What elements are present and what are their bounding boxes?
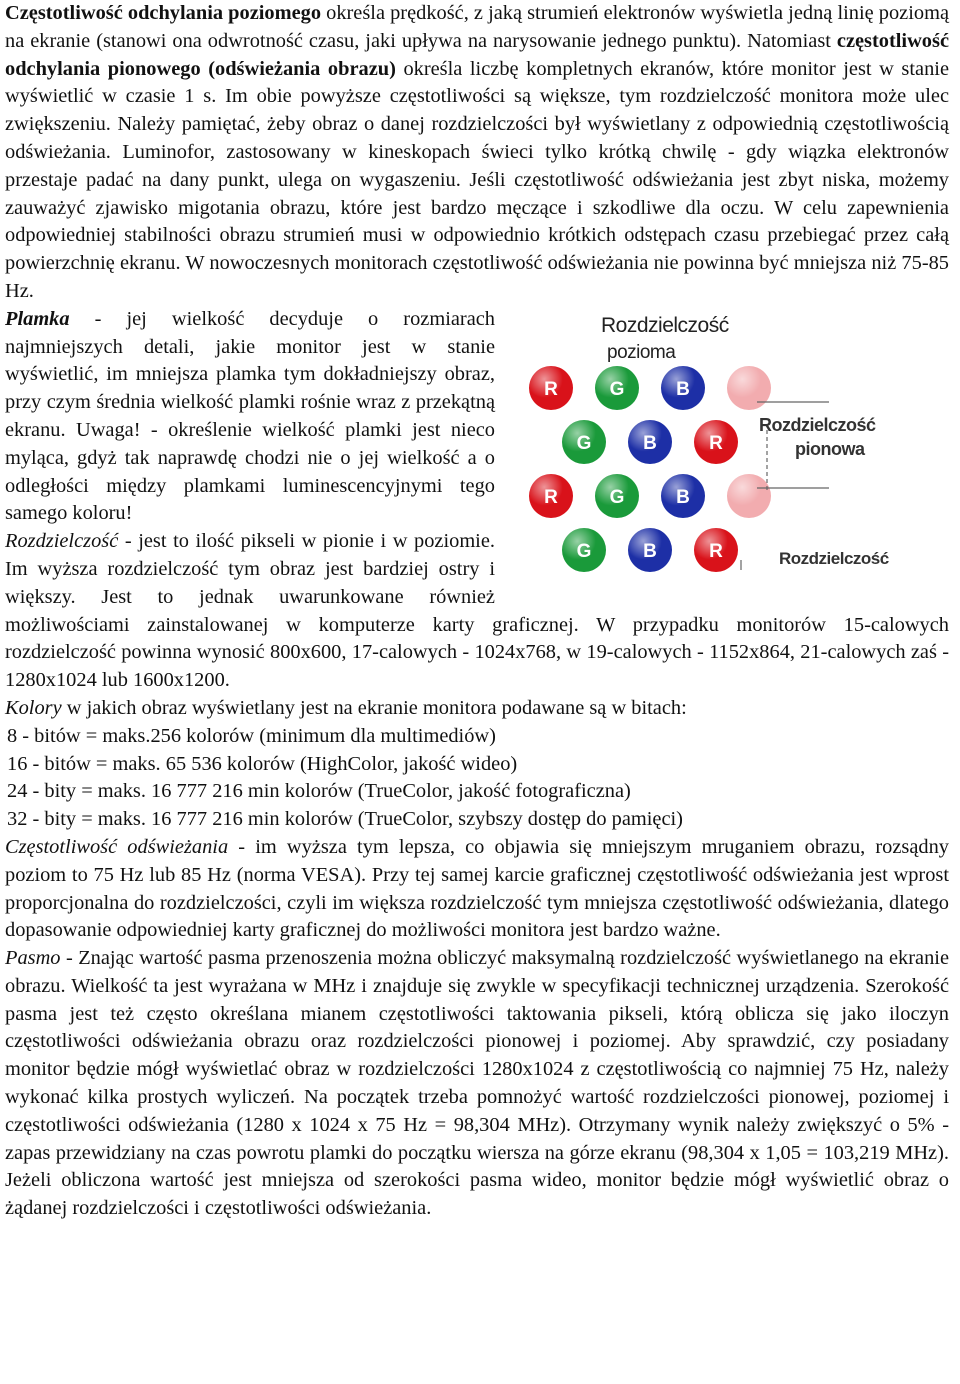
phosphor-dot-g xyxy=(595,474,639,518)
svg-text:B: B xyxy=(643,432,657,454)
term-kolory: Kolory xyxy=(5,696,62,719)
paragraph-kolory xyxy=(5,695,949,723)
phosphor-dots-graphic xyxy=(509,312,959,582)
phosphor-dot-r xyxy=(694,528,738,572)
svg-text:R: R xyxy=(544,378,558,400)
paragraph-odswiezanie xyxy=(5,834,949,945)
phosphor-dot-b xyxy=(661,366,705,410)
term-pasmo: Pasmo xyxy=(5,947,61,970)
label-vertical-resolution-2: pionowa xyxy=(795,438,865,459)
text-kolory: w jakich obraz wyświetlany jest na ekranie monitora podawane są w bitach: xyxy=(61,696,687,719)
label-horizontal-resolution-1: Rozdzielczość xyxy=(601,313,729,337)
term-odchylanie-poziome: Częstotliwość odchylania poziomego xyxy=(5,2,322,24)
document-body xyxy=(5,0,949,1223)
svg-text:R: R xyxy=(709,432,723,454)
text-odswiezanie: - im wyższa tym lepsza, co objawia się mniejszym mruganiem obrazu, rozsądny poziom to 75 Hz lub 85 Hz (norma VESA). Przy tej samej karcie graficznej częstotliwość odświeżania jest wprost proporcjonalna do rozdzielczości, czyli im większa rozdzielczość tym mniejsza częstotliwość odświeżania, dlatego dopasowanie odpowiedniej karty graficznej do możliwości monitora jest bardzo ważne. xyxy=(5,835,949,942)
paragraph-odchylanie xyxy=(5,0,949,306)
paragraph-pasmo xyxy=(5,945,949,1223)
label-horizontal-resolution-2: pozioma xyxy=(607,341,676,363)
term-odchylanie-pionowe: częstotliwość odchylania pionowego (odświeżania obrazu) xyxy=(5,29,949,80)
svg-text:R: R xyxy=(709,540,723,562)
color-depth-line: 16 - bitów = maks. 65 536 kolorów (HighColor, jakość wideo) xyxy=(7,752,518,775)
svg-text:G: G xyxy=(609,378,625,400)
resolution-diagram xyxy=(509,312,959,582)
phosphor-dot-r xyxy=(727,474,771,518)
svg-text:G: G xyxy=(609,486,625,508)
term-rozdzielczosc: Rozdzielczość xyxy=(5,530,119,553)
svg-text:B: B xyxy=(643,540,657,562)
phosphor-dot-r xyxy=(529,366,573,410)
label-vertical-resolution-1: Rozdzielczość xyxy=(759,414,876,435)
color-depth-line: 32 - bity = maks. 16 777 216 min kolorów (TrueColor, szybszy dostęp do pamięci) xyxy=(7,808,683,831)
svg-text:G: G xyxy=(576,540,592,562)
text-odchylanie-2: określa liczbę kompletnych ekranów, które monitor jest w stanie wyświetlić w czasie 1 s. Im obie powyższe częstotliwości są większe, tym rozdzielczość monitora może ulec zwiększeniu. Należy pamiętać, żeby obraz o danej rozdzielczości był wyświetlany z odpowiednią częstotliwością odświeżania. Luminofor, zastosowany w kineskopach świeci tylko krótką chwilę - gdy wiązka elektronów przestaje padać na dany punkt, ulega on wygaszeniu. Jeśli częstotliwość odświeżania jest zbyt niska, możemy zauważyć zjawisko migotania obrazu, które jest bardzo męczące i szkodliwe dla oczu. W celu zapewnienia odpowiedniej stabilności obrazu strumień musi w odpowiednio krótkich odstępach czasu przebiegać przez całą powierzchnię ekranu. W nowoczesnych monitorach częstotliwość odświeżania nie powinna być mniejsza niż 75-85 Hz. xyxy=(5,57,949,302)
phosphor-dot-b xyxy=(628,528,672,572)
phosphor-dot-r xyxy=(727,366,771,410)
phosphor-dot-b xyxy=(661,474,705,518)
term-odswiezanie: Częstotliwość odświeżania xyxy=(5,835,229,858)
svg-text:B: B xyxy=(676,378,690,400)
color-depth-line: 8 - bitów = maks.256 kolorów (minimum dla multimediów) xyxy=(7,724,496,747)
phosphor-dot-g xyxy=(562,528,606,572)
color-depth-line: 24 - bity = maks. 16 777 216 min kolorów (TrueColor, jakość fotograficzna) xyxy=(7,780,631,803)
svg-text:G: G xyxy=(576,432,592,454)
text-plamka: - jej wielkość decyduje o rozmiarach najmniejszych detali, jakie monitor jest w stanie wyświetlić, im mniejsza plamka tym dokładniejszy obraz, przy czym średnia wielkość plamki rośnie wraz z przekątną ekranu. Uwaga! - określenie wielkość plamki jest nieco myląca, gdyż tak naprawdę chodzi nie o jej wielkość a o odległości między plamkami luminescencyjnymi tego samego koloru! xyxy=(5,307,495,525)
svg-text:B: B xyxy=(676,486,690,508)
text-rozdzielczosc: - jest to ilość pikseli w pionie i w poziomie. Im wyższa rozdzielczość tym obraz jest bardziej ostry i większy. Jest to jednak uwarunkowane również możliwościami zainstalowanej w komputerze karty graficznej. W przypadku monitorów 15-calowych rozdzielczość powinna wynosić 800x600, 17-calowych - 1024x768, w 19-calowych - 1152x864, 21-calowych zaś - 1280x1024 lub 1600x1200. xyxy=(5,530,949,692)
text-pasmo: - Znając wartość pasma przenoszenia można obliczyć maksymalną rozdzielczość wyświetlanego na ekranie obrazu. Wielkość ta jest wyrażana w MHz i znajduje się zwykle w specyfikacji technicznej urządzenia. Szerokość pasma jest też często określana mianem częstotliwości taktowania pikseli, którą oblicza się jako iloczyn częstotliwości odświeżania obrazu oraz rozdzielczości pionowej i poziomej. Aby sprawdzić, czy posiadany monitor będzie mógł wyświetlać obraz w rozdzielczości 1280x1024 z częstotliwością co najmniej 75 Hz, należy wykonać kilka prostych wyliczeń. Na początek trzeba pomnożyć wartość rozdzielczości pionowej, poziomej i częstotliwości odświeżania (1280 x 1024 x 75 Hz = 98,304 MHz). Otrzymany wynik należy zwiększyć o 5% - zapas przewidziany na czas powrotu plamki do początku wiersza na górze ekranu (98,304 x 1,05 = 103,219 MHz). Jeżeli obliczona wartość jest mniejsza od szerokości pasma wideo, monitor będzie mógł wyświetlić obraz o żądanej rozdzielczości i częstotliwości odświeżania. xyxy=(5,947,949,1220)
term-plamka: Plamka xyxy=(5,307,70,330)
phosphor-dot-r xyxy=(694,420,738,464)
text-odchylanie-1: określa prędkość, z jaką strumień elektronów wyświetla jedną linię poziomą na ekranie (stanowi ona odwrotność czasu, jaki upływa na narysowanie jednego punktu). Natomiast xyxy=(5,2,949,52)
phosphor-dot-r xyxy=(529,474,573,518)
phosphor-dot-g xyxy=(595,366,639,410)
phosphor-dot-b xyxy=(628,420,672,464)
svg-text:R: R xyxy=(544,486,558,508)
label-resolution-bottom: Rozdzielczość xyxy=(779,548,889,568)
phosphor-dot-g xyxy=(562,420,606,464)
